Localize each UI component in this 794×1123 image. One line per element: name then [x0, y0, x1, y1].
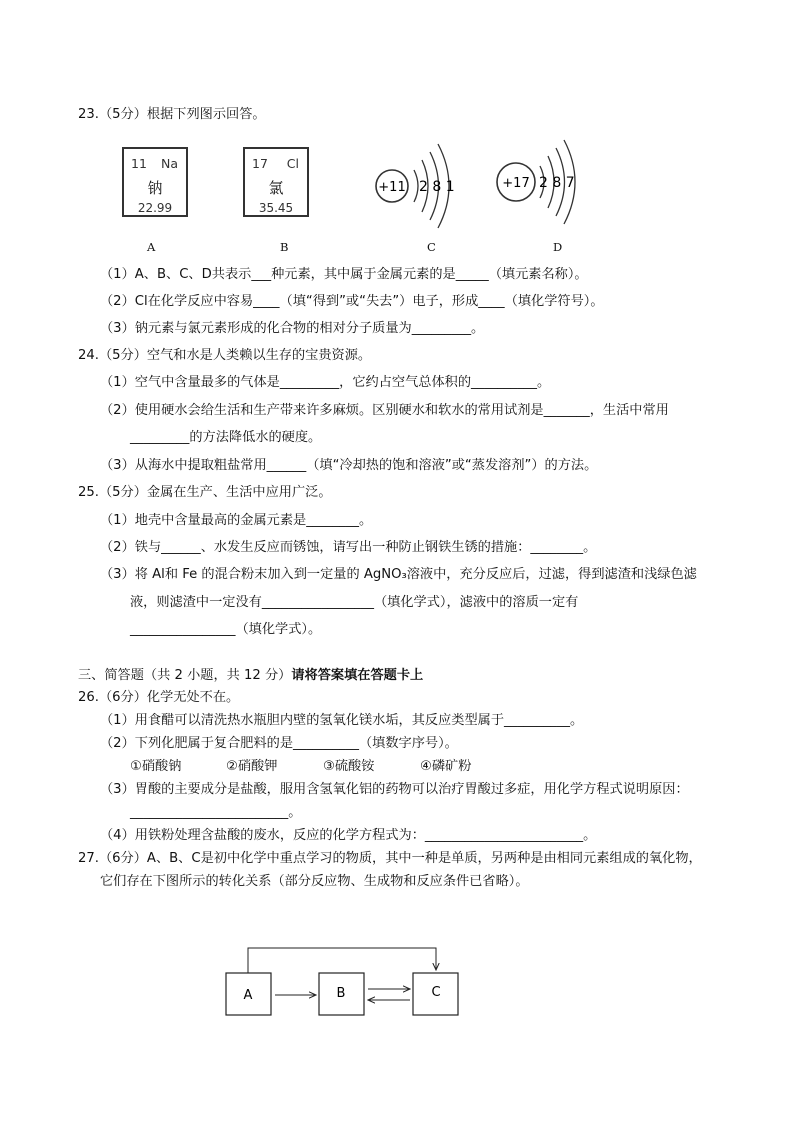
- section-3-note: 请将答案填在答题卡上: [291, 668, 424, 683]
- q26-option-2: ②硝酸钾: [226, 759, 278, 774]
- atomic-mass: 22.99: [137, 201, 173, 215]
- element-symbol: Cl: [286, 156, 299, 171]
- q24-sub-1: （1）空气中含量最多的气体是_________，它约占空气总体积的__________。: [100, 375, 551, 390]
- q24-sub-2-line2: _________的方法降低水的硬度。: [130, 430, 322, 445]
- box-a-label: A: [243, 988, 253, 1003]
- q24-title: 24.（5分）空气和水是人类赖以生存的宝贵资源。: [78, 348, 372, 363]
- atomic-number: 11: [131, 156, 147, 171]
- q25-sub-3-line1: （3）将 Al和 Fe 的混合粉末加入到一定量的 AgNO₃溶液中，充分反应后，过滤，得到滤渣和浅绿色滤: [100, 567, 697, 582]
- atomic-mass: 35.45: [258, 201, 294, 215]
- q24-sub-2-line1: （2）使用硬水会给生活和生产带来许多麻烦。区别硬水和软水的常用试剂是_______，生活中常用: [100, 403, 669, 418]
- element-name: 钠: [147, 179, 163, 197]
- q26-sub-1: （1）用食醋可以清洗热水瓶胆内壁的氢氧化镁水垢，其反应类型属于__________。: [100, 713, 584, 728]
- figure-label-d: D: [553, 240, 563, 254]
- q26-sub-4: （4）用铁粉处理含盐酸的废水，反应的化学方程式为：________________________。: [100, 828, 597, 843]
- figure-label-c: C: [427, 240, 436, 254]
- section-3-title: 三、简答题（共 2 小题，共 12 分）: [78, 668, 292, 683]
- q25-sub-3-line2: 液，则滤渣中一定没有_________________（填化学式），滤液中的溶质一定有: [130, 595, 579, 610]
- q25-title: 25.（5分）金属在生产、生活中应用广泛。: [78, 485, 332, 500]
- figure-label-b: B: [280, 240, 289, 254]
- q26-option-3: ③硫酸铵: [323, 759, 375, 774]
- q26-option-1: ①硝酸钠: [130, 759, 182, 774]
- q23-sub-3: （3）钠元素与氯元素形成的化合物的相对分子质量为_________。: [100, 321, 485, 336]
- q24-sub-3: （3）从海水中提取粗盐常用______（填“冷却热的饱和溶液”或“蒸发溶剂”）的方法。: [100, 458, 598, 473]
- electron-shells: 2 8 7: [539, 175, 575, 191]
- q25-sub-3-line3: ________________（填化学式）。: [130, 622, 322, 637]
- q25-sub-2: （2）铁与______、水发生反应而锈蚀，请写出一种防止钢铁生锈的措施：________。: [100, 540, 597, 555]
- electron-shells: 2 8 1: [419, 179, 455, 195]
- box-c-label: C: [431, 985, 441, 1000]
- q27-title-line2: 它们存在下图所示的转化关系（部分反应物、生成物和反应条件已省略）。: [100, 874, 529, 889]
- q23-sub-1: （1）A、B、C、D共表示___种元素，其中属于金属元素的是_____（填元素名称）。: [100, 267, 588, 282]
- q26-option-4: ④磷矿粉: [420, 759, 472, 774]
- element-name: 氯: [268, 179, 284, 197]
- box-b-label: B: [336, 986, 346, 1001]
- q26-sub-2: （2）下列化肥属于复合肥料的是__________（填数字序号）。: [100, 736, 458, 751]
- q26-sub-3-line2: ________________________。: [130, 805, 302, 820]
- figure-label-a: A: [147, 240, 156, 254]
- nucleus-charge: +11: [378, 180, 406, 195]
- q25-sub-1: （1）地壳中含量最高的金属元素是________。: [100, 513, 373, 528]
- q23-sub-2: （2）Cl在化学反应中容易____（填“得到”或“失去”）电子，形成____（填化学符号）。: [100, 294, 604, 309]
- q26-sub-3-line1: （3）胃酸的主要成分是盐酸，服用含氢氧化铝的药物可以治疗胃酸过多症，用化学方程式说明原因：: [100, 782, 689, 797]
- nucleus-charge: +17: [502, 176, 530, 191]
- q26-title: 26.（6分）化学无处不在。: [78, 690, 240, 705]
- atomic-number: 17: [252, 156, 268, 171]
- element-symbol: Na: [160, 156, 178, 171]
- q23-title: 23.（5分）根据下列图示回答。: [78, 107, 266, 122]
- arrow-a-to-c: [248, 948, 436, 973]
- q27-title-line1: 27.（6分）A、B、C是初中化学中重点学习的物质，其中一种是单质，另两种是由相同元素组成的氧化物，: [78, 851, 702, 866]
